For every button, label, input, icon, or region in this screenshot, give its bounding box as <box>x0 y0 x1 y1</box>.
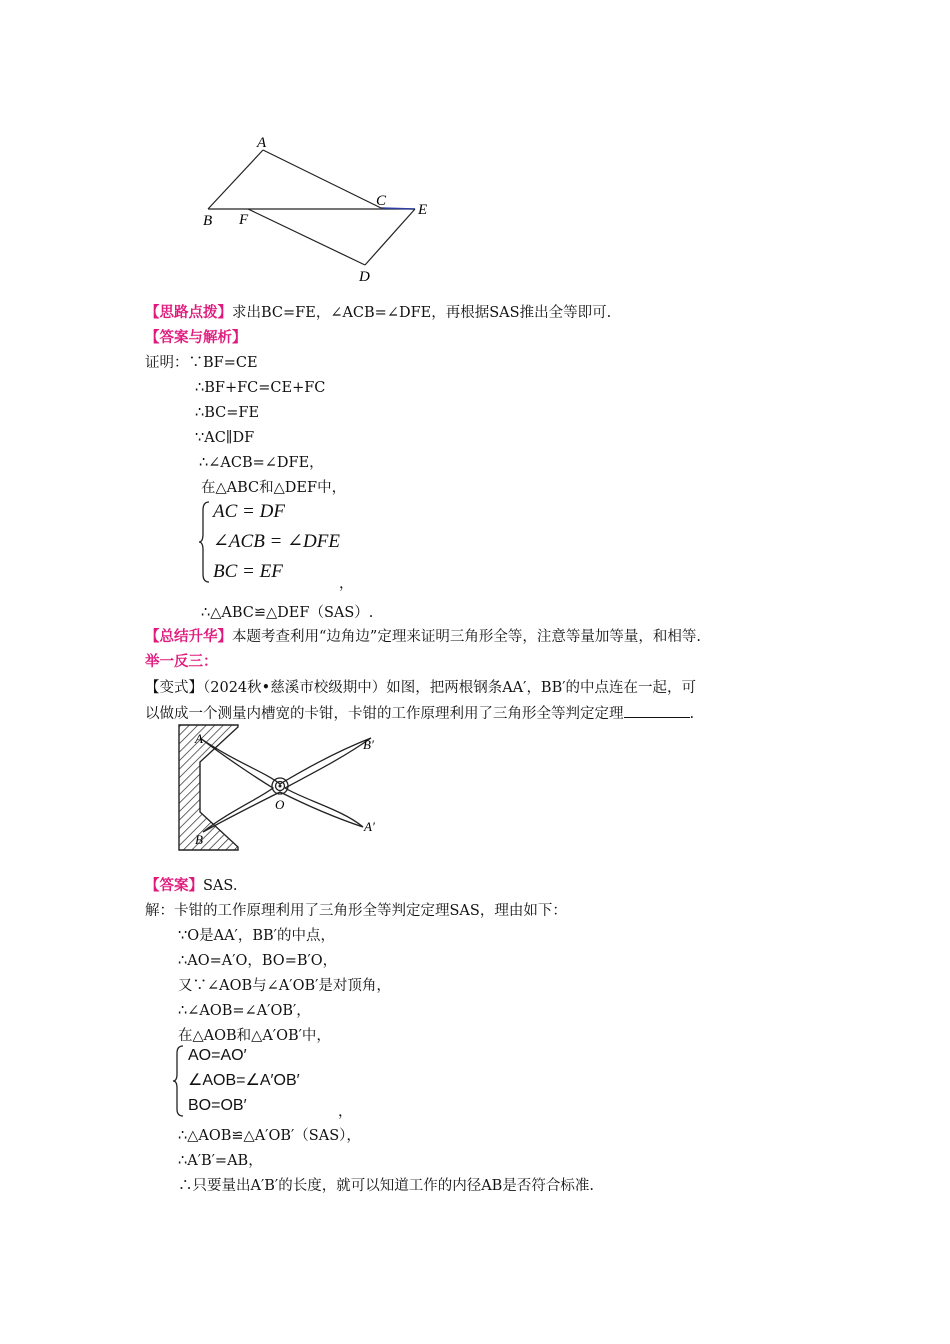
answer-blank <box>624 703 690 718</box>
variant-line-2 <box>145 703 694 724</box>
proof-line-1: ∴BF+FC=CE+FC <box>195 380 326 396</box>
proof-conclusion: ∴△ABC≌△DEF（SAS）. <box>201 605 374 621</box>
proof-system-1: AC = DF <box>213 501 285 522</box>
proof-line-5: 在△ABC和△DEF中， <box>201 480 347 496</box>
solution-after-1: ∴△AOB≌△A′OB′（SAS）， <box>178 1128 361 1144</box>
solution-line-3: 又∵∠AOB与∠A′OB′是对顶角， <box>178 978 391 994</box>
label-B: B <box>203 213 213 229</box>
solution-line-4: ∴∠AOB=∠A′OB′， <box>178 1003 311 1019</box>
answer2-value: SAS. <box>203 878 238 894</box>
solution-system-2: ∠AOB=∠A′OB′ <box>188 1072 300 1089</box>
label-D: D <box>359 269 370 285</box>
answer2-line <box>145 876 237 896</box>
solution-line-1: ∵O是AA′，BB′的中点， <box>178 928 335 944</box>
proof-system-3: BC = EF <box>213 561 283 582</box>
figure-triangles <box>195 130 445 290</box>
hint-text: 求出BC=FE，∠ACB=∠DFE，再根据SAS推出全等即可. <box>232 305 612 321</box>
solution-after-3: ∴只要量出A′B′的长度，就可以知道工作的内径AB是否符合标准. <box>178 1178 594 1194</box>
caliper-label-B: B <box>195 832 203 847</box>
proof-system-tail: ， <box>339 576 354 592</box>
hint-tag: 【思路点拨】 <box>145 304 232 321</box>
solution-intro: 解：卡钳的工作原理利用了三角形全等判定定理SAS，理由如下： <box>145 903 567 919</box>
practice-title: 举一反三： <box>145 653 218 670</box>
caliper-label-A: A <box>195 731 203 746</box>
summary-tag: 【总结升华】 <box>145 628 232 645</box>
proof-intro: 证明：∵BF=CE <box>145 355 258 371</box>
proof-line-2: ∴BC=FE <box>195 405 260 421</box>
hint-line <box>145 303 611 323</box>
variant-text-2: 以做成一个测量内槽宽的卡钳，卡钳的工作原理利用了三角形全等判定定理 <box>145 706 624 722</box>
figure-caliper <box>175 722 390 854</box>
caliper-label-O: O <box>275 797 285 812</box>
answer-section-tag: 【答案与解析】 <box>145 329 247 346</box>
solution-line-2: ∴AO=A′O，BO=B′O， <box>178 953 338 969</box>
proof-line-4: ∴∠ACB=∠DFE， <box>199 455 324 471</box>
solution-brace <box>172 1044 186 1118</box>
label-E: E <box>418 202 428 218</box>
label-A: A <box>257 135 267 151</box>
variant-line2-end: . <box>689 706 695 722</box>
solution-system-tail: ， <box>338 1104 353 1120</box>
variant-line-1 <box>145 678 696 698</box>
answer2-tag: 【答案】 <box>145 877 203 894</box>
summary-line <box>145 627 701 647</box>
proof-system-2: ∠ACB = ∠DFE <box>213 531 340 552</box>
proof-line-3: ∵AC∥DF <box>195 430 255 446</box>
label-F: F <box>239 212 249 228</box>
solution-line-5: 在△AOB和△A′OB′中， <box>178 1028 331 1044</box>
caliper-label-Bprime: B′ <box>363 737 374 752</box>
solution-system-1: AO=AO′ <box>188 1047 247 1064</box>
solution-system-3: BO=OB′ <box>188 1097 247 1114</box>
variant-tag: 【变式】 <box>145 680 203 696</box>
summary-text: 本题考查利用“边角边”定理来证明三角形全等，注意等量加等量，和相等. <box>232 629 701 645</box>
answer-section-heading <box>145 328 247 348</box>
solution-after-2: ∴A′B′=AB， <box>178 1153 263 1169</box>
caliper-label-Aprime: A′ <box>364 819 375 834</box>
proof-brace <box>198 500 212 584</box>
variant-text-1: （2024秋•慈溪市校级期中）如图，把两根钢条AA′，BB′的中点连在一起，可 <box>203 680 697 696</box>
label-C: C <box>376 193 387 209</box>
